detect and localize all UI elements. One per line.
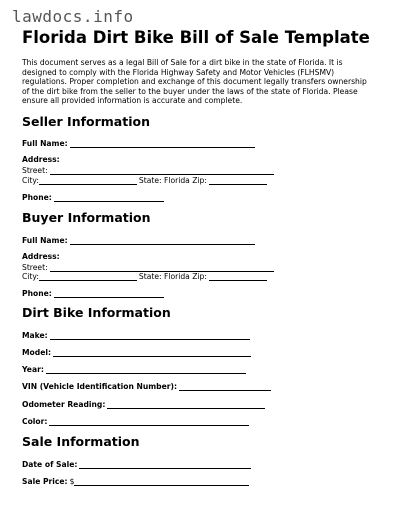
bike-make-label: Make: [22, 331, 48, 341]
seller-street-row [22, 166, 274, 175]
bike-model-field[interactable] [53, 348, 251, 357]
bike-make-row [22, 331, 250, 340]
seller-section-heading: Seller Information [22, 114, 150, 129]
seller-zip-field[interactable] [209, 176, 267, 185]
sale-date-label: Date of Sale: [22, 460, 78, 470]
buyer-phone-row [22, 289, 164, 298]
buyer-state-zip-label: State: Florida Zip: [138, 272, 207, 282]
bike-vin-row [22, 382, 271, 391]
bike-make-field[interactable] [50, 331, 250, 340]
sale-price-currency-symbol: $ [69, 477, 75, 487]
buyer-street-field[interactable] [50, 263, 274, 272]
bike-odometer-row [22, 400, 265, 409]
bike-model-label: Model: [22, 348, 51, 358]
buyer-full-name-row [22, 236, 255, 245]
sale-price-label: Sale Price: [22, 477, 68, 487]
bike-color-row [22, 417, 249, 426]
sale-price-row [22, 477, 249, 486]
buyer-zip-field[interactable] [209, 272, 267, 281]
sale-date-field[interactable] [79, 460, 251, 469]
bike-odometer-field[interactable] [107, 400, 265, 409]
buyer-city-field[interactable] [39, 272, 137, 281]
buyer-full-name-field[interactable] [70, 236, 255, 245]
sale-price-field[interactable] [74, 477, 249, 486]
sale-section-heading: Sale Information [22, 434, 140, 449]
buyer-section-heading: Buyer Information [22, 210, 151, 225]
seller-city-field[interactable] [39, 176, 137, 185]
seller-city-label: City: [22, 176, 39, 186]
buyer-street-label: Street: [22, 263, 48, 273]
bike-year-field[interactable] [46, 365, 246, 374]
bike-odometer-label: Odometer Reading: [22, 400, 106, 410]
seller-street-label: Street: [22, 166, 48, 176]
site-watermark: lawdocs.info [12, 7, 134, 26]
bike-color-field[interactable] [49, 417, 249, 426]
seller-phone-label: Phone: [22, 193, 52, 203]
bike-vin-label: VIN (Vehicle Identification Number): [22, 382, 178, 392]
buyer-street-row [22, 263, 274, 272]
sale-date-row [22, 460, 251, 469]
document-title: Florida Dirt Bike Bill of Sale Template [22, 28, 370, 47]
seller-city-row [22, 176, 267, 185]
buyer-phone-label: Phone: [22, 289, 52, 299]
seller-address-row [22, 156, 60, 164]
buyer-address-label: Address: [22, 252, 60, 261]
bike-vin-field[interactable] [179, 382, 271, 391]
seller-state-zip-label: State: Florida Zip: [138, 176, 207, 186]
bike-color-label: Color: [22, 417, 48, 427]
bike-year-row [22, 365, 246, 374]
seller-street-field[interactable] [50, 166, 274, 175]
seller-address-label: Address: [22, 155, 60, 164]
buyer-city-row [22, 272, 267, 281]
seller-phone-field[interactable] [54, 193, 164, 202]
buyer-address-row [22, 253, 60, 261]
bike-section-heading: Dirt Bike Information [22, 305, 171, 320]
seller-full-name-label: Full Name: [22, 139, 68, 149]
bike-year-label: Year: [22, 365, 44, 375]
buyer-city-label: City: [22, 272, 39, 282]
seller-full-name-field[interactable] [70, 139, 255, 148]
intro-paragraph: This document serves as a legal Bill of Sale for a dirt bike in the state of Florida. It is designed to comply with the Florida Highway Safety and Motor Vehicles (FLHSMV) regulations. Proper completion and exchange of this document legally transfers ownership of the dirt bike from the seller to the buyer under the laws of the state of Florida. Please ensure all provided information is accurate and complete. [22, 58, 367, 105]
buyer-full-name-label: Full Name: [22, 236, 68, 246]
bike-model-row [22, 348, 251, 357]
seller-full-name-row [22, 139, 255, 148]
buyer-phone-field[interactable] [54, 289, 164, 298]
seller-phone-row [22, 193, 164, 202]
